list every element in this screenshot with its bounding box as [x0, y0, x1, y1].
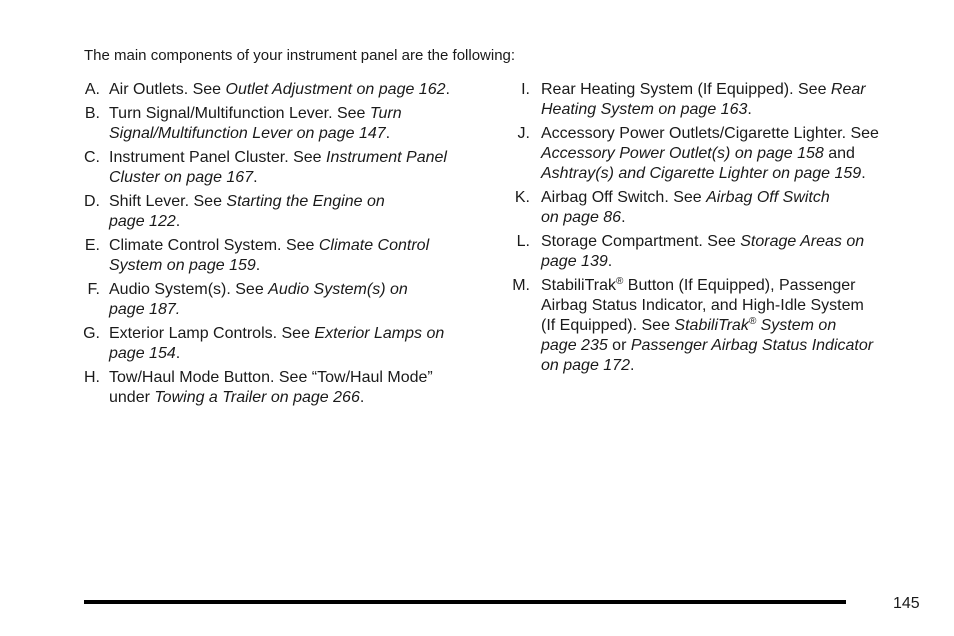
- page-reference: on page 86: [541, 209, 622, 226]
- page-reference: Accessory Power Outlet(s) on page 158: [541, 145, 824, 162]
- page-reference: Ashtray(s) and Cigarette Lighter on page 159: [541, 165, 862, 182]
- page-reference: Climate Control: [318, 237, 430, 254]
- page-reference: Storage Areas on: [740, 233, 865, 250]
- page-reference: Cluster on page 167: [109, 169, 254, 186]
- page-reference: Outlet Adjustment on page 162: [225, 81, 446, 98]
- intro-text: The main components of your instrument panel are the following:: [84, 47, 516, 64]
- item-letter: A.: [84, 81, 100, 98]
- item-letter: L.: [516, 233, 530, 250]
- item-letter: F.: [87, 281, 100, 298]
- item-letter: D.: [84, 193, 100, 210]
- page-reference: page 154: [109, 345, 176, 362]
- page-reference: Audio System(s) on: [268, 281, 408, 298]
- item-letter: I.: [521, 81, 530, 98]
- page-reference: page 122: [109, 213, 176, 230]
- item-letter: C.: [84, 149, 100, 166]
- item-letter: M.: [512, 277, 530, 294]
- footer-rule: [84, 600, 846, 604]
- page-number: 145: [893, 595, 920, 612]
- item-letter: B.: [84, 105, 100, 122]
- item-letter: H.: [84, 369, 100, 386]
- page-reference: Signal/Multifunction Lever on page 147: [109, 125, 386, 142]
- page-reference: page 139: [541, 253, 608, 270]
- page-reference: Turn: [369, 105, 402, 122]
- item-letter: J.: [517, 125, 530, 142]
- page-reference: Rear: [830, 81, 866, 98]
- page-reference: page 187: [109, 301, 176, 318]
- page-reference: Heating System on page 163: [541, 101, 748, 118]
- page-reference: Starting the Engine on: [226, 193, 385, 210]
- page-reference: Exterior Lamps on: [314, 325, 445, 342]
- page-reference: page 235: [541, 337, 608, 354]
- item-letter: G.: [83, 325, 100, 342]
- item-letter: E.: [84, 237, 100, 254]
- page-reference: Instrument Panel: [326, 149, 447, 166]
- page-reference: on page 172: [541, 357, 630, 374]
- page-reference: System on page 159: [109, 257, 256, 274]
- item-letter: K.: [514, 189, 530, 206]
- page-reference: Passenger Airbag Status Indicator: [630, 337, 874, 354]
- page-reference: StabiliTrak: [674, 317, 749, 334]
- page-reference: Airbag Off Switch: [706, 189, 830, 206]
- page-reference: Towing a Trailer on page 266: [154, 389, 360, 406]
